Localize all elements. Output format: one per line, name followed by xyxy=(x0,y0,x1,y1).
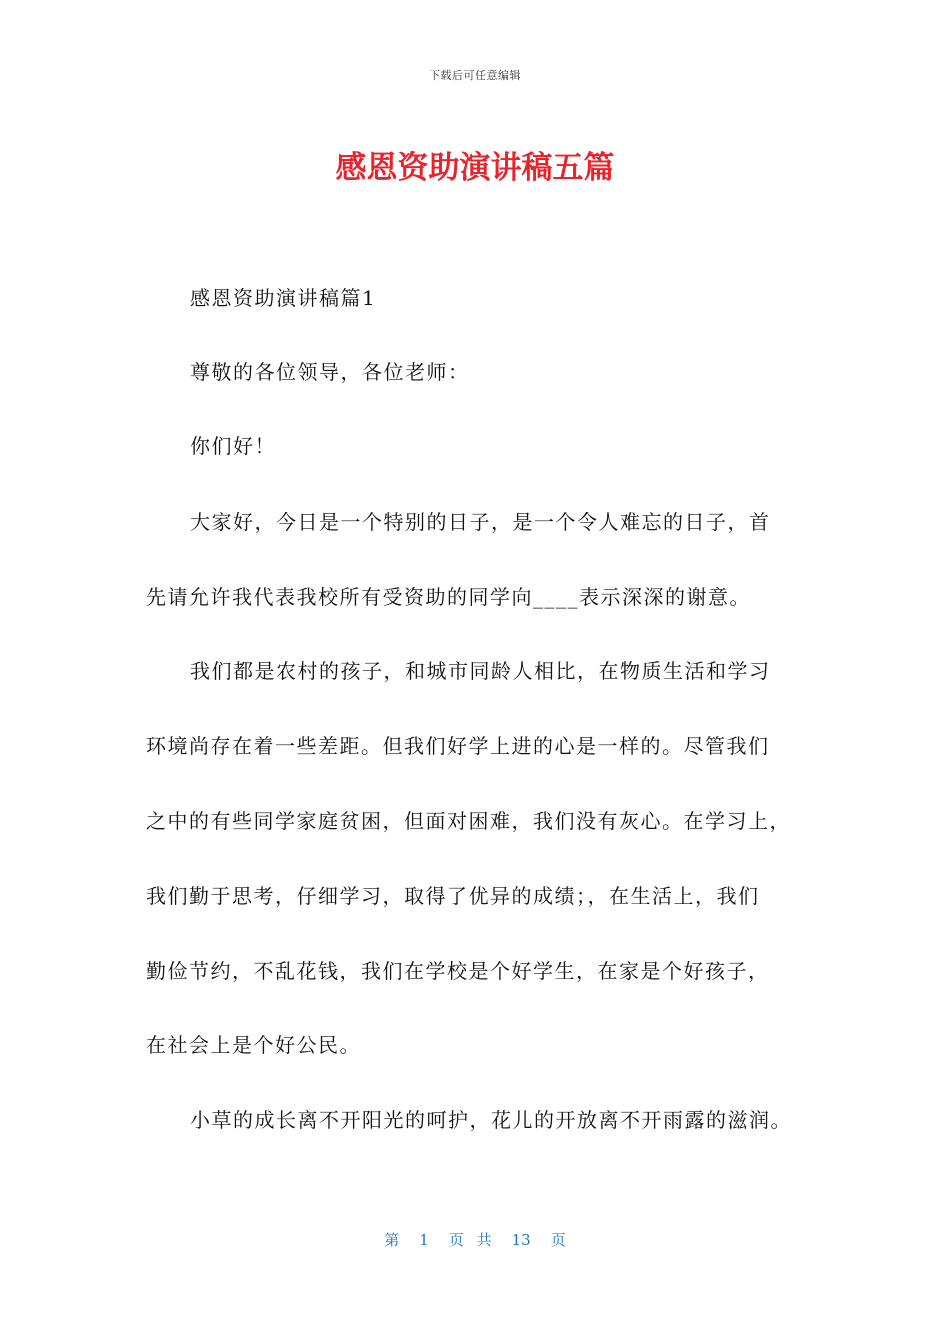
section-heading: 感恩资助演讲稿篇1 xyxy=(190,286,377,310)
paragraph-line: 勤俭节约，不乱花钱，我们在学校是个好学生，在家是个好孩子， xyxy=(146,959,770,983)
paragraph-line: 小草的成长离不开阳光的呵护，花儿的开放离不开雨露的滋润。 xyxy=(190,1108,792,1132)
paragraph-line: 在社会上是个好公民。 xyxy=(146,1033,361,1057)
page-footer xyxy=(0,1229,950,1250)
footer-suffix: 页 xyxy=(550,1231,566,1249)
header-note: 下载后可任意编辑 xyxy=(429,69,521,82)
footer-page-current: 1 xyxy=(419,1231,429,1249)
paragraph-line: 我们都是农村的孩子，和城市同龄人相比，在物质生活和学习 xyxy=(190,659,771,683)
greeting: 你们好！ xyxy=(190,434,276,458)
document-title: 感恩资助演讲稿五篇 xyxy=(335,150,615,186)
paragraph-line: 之中的有些同学家庭贫困，但面对困难，我们没有灰心。在学习上， xyxy=(146,809,791,833)
footer-mid: 页 共 xyxy=(448,1231,492,1249)
paragraph-line: 大家好，今日是一个特别的日子，是一个令人难忘的日子，首 xyxy=(190,510,771,534)
paragraph-line: 环境尚存在着一些差距。但我们好学上进的心是一样的。尽管我们 xyxy=(146,734,770,758)
salutation: 尊敬的各位领导，各位老师： xyxy=(190,360,470,384)
footer-page-total: 13 xyxy=(511,1231,531,1249)
footer-prefix: 第 xyxy=(384,1231,400,1249)
paragraph-line: 我们勤于思考，仔细学习，取得了优异的成绩；，在生活上，我们 xyxy=(146,884,760,908)
paragraph-line: 先请允许我代表我校所有受资助的同学向____表示深深的谢意。 xyxy=(146,585,751,609)
